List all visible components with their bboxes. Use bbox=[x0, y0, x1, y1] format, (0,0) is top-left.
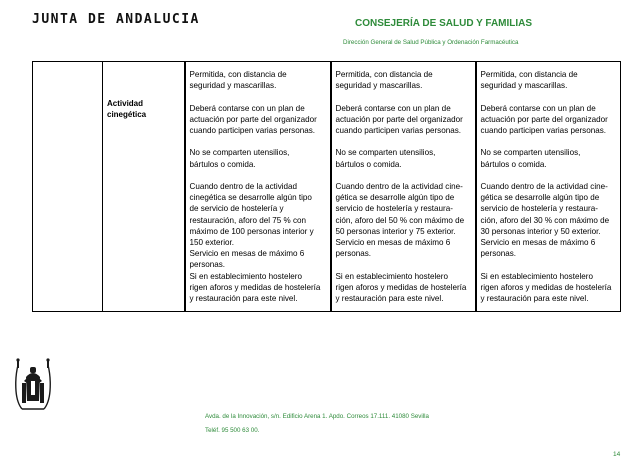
utensils-text: No se comparten utensilios, bártulos o comida. bbox=[480, 148, 581, 169]
hospitality-text: Cuando dentro de la actividad cine- gética se desarrolle algún tipo de servicio de hostelería y restaura- ción, aforo del 50 % con máximo de 50 personas interior y 75 exterior. Servicio en mesas de máximo 6 personas. bbox=[335, 181, 465, 259]
permission-text: Permitida, con distancia de seguridad y mascarillas. bbox=[189, 70, 287, 91]
establishment-text: Si en establecimiento hostelero rigen aforos y medidas de hostelería y restauración para este nivel. bbox=[480, 271, 612, 303]
directorate-subtitle: Dirección General de Salud Pública y Ordenación Farmacéutica bbox=[343, 39, 519, 46]
permission-text: Permitida, con distancia de seguridad y mascarillas. bbox=[480, 70, 578, 91]
plan-text: Deberá contarse con un plan de actuación por parte del organizador cuando participen varias personas. bbox=[189, 103, 317, 135]
establishment-text: Si en establecimiento hostelero rigen aforos y medidas de hostelería y restauración para este nivel. bbox=[335, 271, 467, 303]
utensils-text: No se comparten utensilios, bártulos o comida. bbox=[335, 148, 436, 169]
hospitality-text: Cuando dentro de la actividad cine- gética se desarrolle algún tipo de servicio de hostelería y restaura- ción, aforo del 30 % con máximo de 30 personas interior y 50 exterior. Servicio en mesas de máximo 6 personas. bbox=[480, 181, 610, 259]
utensils-text: No se comparten utensilios, bártulos o comida. bbox=[189, 148, 290, 169]
table-row bbox=[33, 62, 621, 312]
level-column-1 bbox=[185, 62, 331, 312]
activity-cell bbox=[103, 62, 185, 312]
footer-address: Avda. de la Innovación, s/n. Edificio Arena 1. Apdo. Correos 17.111. 41080 Sevilla bbox=[205, 413, 429, 420]
coat-of-arms-logo bbox=[12, 357, 54, 415]
plan-text: Deberá contarse con un plan de actuación por parte del organizador cuando participen varias personas. bbox=[480, 103, 608, 135]
plan-text: Deberá contarse con un plan de actuación por parte del organizador cuando participen varias personas. bbox=[335, 103, 463, 135]
permission-text: Permitida, con distancia de seguridad y mascarillas. bbox=[335, 70, 433, 91]
page-number: 14 bbox=[613, 451, 621, 458]
hospitality-text: Cuando dentro de la actividad cinegética se desarrolle algún tipo de servicio de hostelería y restauración, aforo del 75 % con máximo de 100 personas interior y 150 exterior. Servicio en mesas de máximo 6 personas. Si en establecimiento hostelero rigen aforos y medidas de hostelería y restauración para este nivel. bbox=[189, 181, 321, 304]
measures-table bbox=[32, 61, 621, 312]
level-column-2 bbox=[331, 62, 476, 312]
department-title: CONSEJERÍA DE SALUD Y FAMILIAS bbox=[355, 18, 533, 29]
activity-name: Actividad cinegética bbox=[107, 99, 147, 119]
footer-phone: Teléf. 95 500 63 00. bbox=[205, 427, 260, 434]
level-column-3 bbox=[476, 62, 621, 312]
empty-cell bbox=[33, 62, 103, 312]
org-title: JUNTA DE ANDALUCIA bbox=[32, 12, 200, 27]
